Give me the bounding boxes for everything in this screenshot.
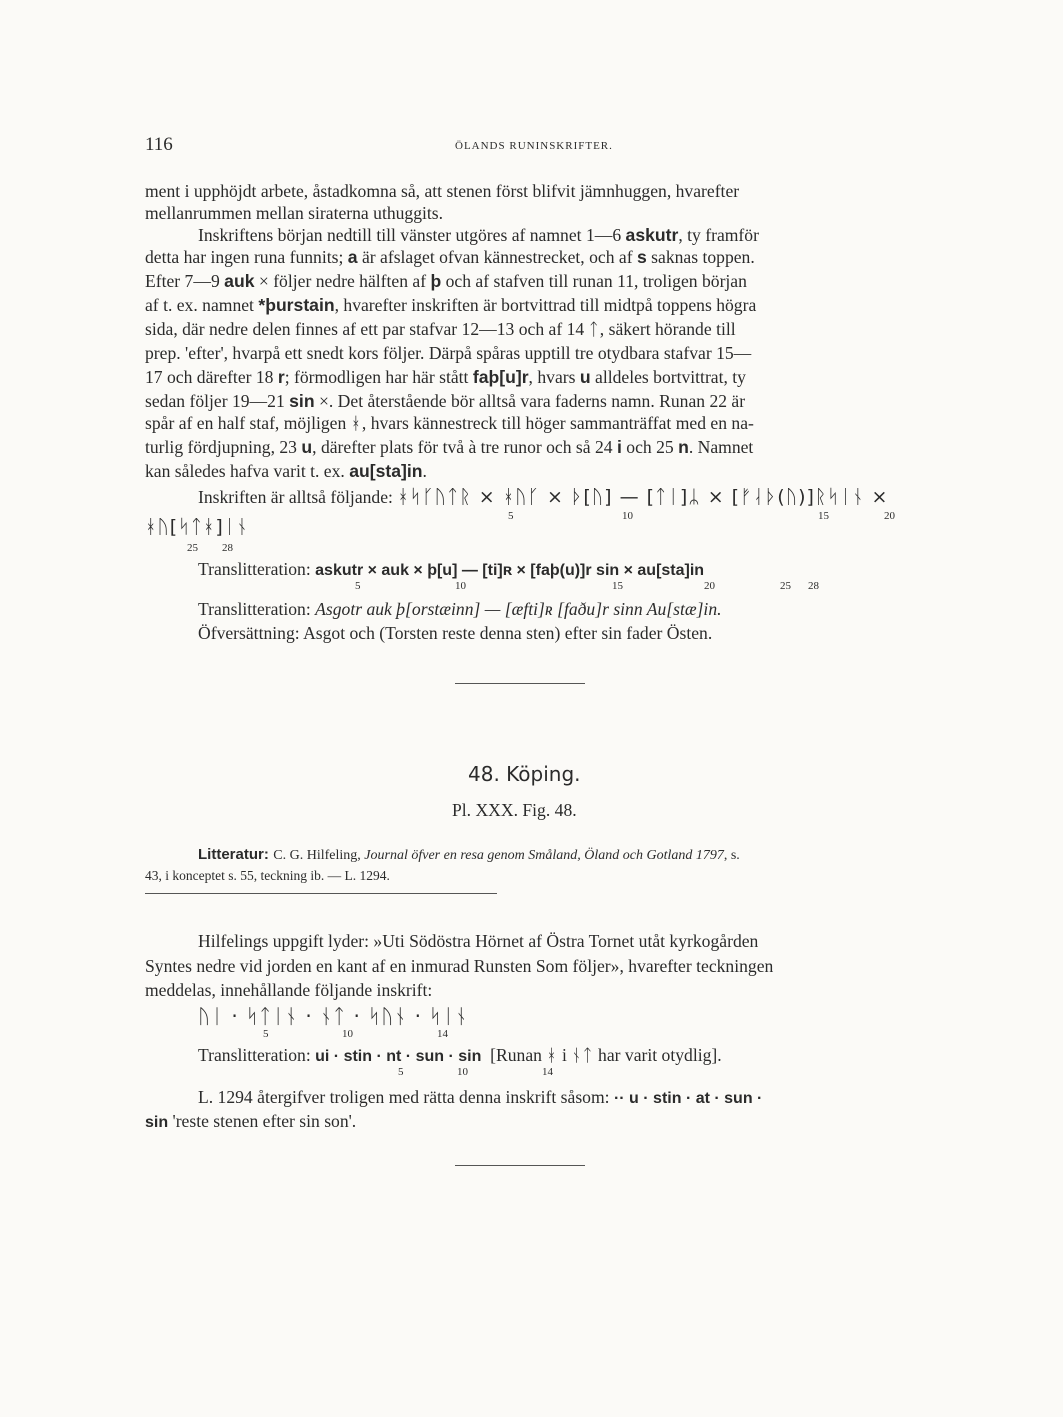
- para2-line10: [145, 436, 925, 458]
- para1-line1: ment i upphöjdt arbete, åstadkomna så, att stenen först blifvit jämnhuggen, hvarefter: [145, 181, 740, 201]
- rune-number: 15: [818, 510, 829, 522]
- text: saknas toppen.: [646, 247, 755, 267]
- runic-inscription-2: ᚢᛁ · ᛋᛏᛁᚾ · ᚾᛏ · ᛋᚢᚾ · ᛋᛁᚾ: [198, 1004, 469, 1028]
- rune-number: 5: [263, 1028, 269, 1040]
- rune-glyph: ᛏ: [588, 320, 600, 340]
- para1-line2: mellanrummen mellan siraterna uthuggits.: [145, 203, 444, 223]
- rune-letter: r: [277, 367, 285, 387]
- text: sida, där nedre delen finnes af ett par stafvar 12—13 och af 14: [145, 319, 589, 339]
- rune-transliteration: ·· u · stin · at · sun ·: [613, 1090, 763, 1107]
- section-title: 48. Köping.: [468, 762, 581, 786]
- text: Inskriftens början nedtill till vänster utgöres af namnet 1—6: [198, 225, 626, 245]
- rune-glyph: ᚼ: [546, 1046, 558, 1066]
- rune-letter: a: [347, 247, 358, 267]
- transliteration-label: Translitteration:: [198, 559, 311, 579]
- rune-transliteration: askutr: [625, 225, 679, 245]
- rune-number: 25: [780, 580, 791, 592]
- rune-number: 10: [342, 1028, 353, 1040]
- text: 'reste stenen efter sin son'.: [168, 1111, 357, 1131]
- text: detta har ingen runa funnits;: [145, 247, 348, 267]
- rune-number: 15: [612, 580, 623, 592]
- para4-line1: [198, 1086, 978, 1110]
- para2-line2: [145, 246, 925, 268]
- rune-transliteration: *þurstain: [258, 295, 335, 315]
- normalized-text: Asgotr auk þ[orstæinn] — [æfti]ʀ [faðu]r sinn Au[stæ]in.: [315, 599, 722, 619]
- text: och af stafven till runan 11, troligen början: [441, 271, 747, 291]
- text: , därefter plats för två à tre runor och så 24: [312, 437, 617, 457]
- para2-line4: [145, 294, 925, 316]
- text: af t. ex. namnet: [145, 295, 259, 315]
- rune-transliteration: auk: [224, 271, 255, 291]
- para4-line2: [145, 1110, 925, 1134]
- runic-inscription: ᚼᛋᚴᚢᛏᚱ × ᚼᚢᚴ × ᚦ[ᚢ] — [ᛏᛁ]ᛦ × [ᚠᛆᚦ(ᚢ)]ᚱᛋᛁᚾ ×: [397, 486, 889, 508]
- inscription-intro: Inskriften är alltså följande:: [198, 487, 393, 507]
- para2-line1: [198, 224, 978, 246]
- rune-letter: u: [579, 367, 591, 387]
- transliteration-text: askutr × auk × þ[u] — [ti]ʀ × [faþ(u)]r sin × au[sta]in: [315, 562, 705, 579]
- text: är afslaget ofvan kännestrecket, och af: [357, 247, 637, 267]
- text: spår af en half staf, möjligen: [145, 413, 351, 433]
- rune-number: 20: [704, 580, 715, 592]
- literature-author: C. G. Hilfeling,: [273, 848, 365, 863]
- para2-line11: [145, 460, 925, 482]
- literature-line2: 43, i konceptet s. 55, teckning ib. — L. 1294.: [145, 868, 390, 883]
- literature-line1: [198, 846, 740, 864]
- text: sedan följer 19—21: [145, 391, 290, 411]
- rune-letter: þ: [430, 271, 442, 291]
- para3-line2: Syntes nedre vid jorden en kant af en inmurad Runsten Som följer», hvarefter teckningen: [145, 956, 774, 976]
- rune-glyph: ᚼ: [350, 414, 362, 434]
- text: och 25: [621, 437, 679, 457]
- para3-line1: Hilfelings uppgift lyder: »Uti Södöstra Hörnet af Östra Tornet utåt kyrkogården: [198, 931, 759, 951]
- transliteration-1: [198, 558, 978, 582]
- page-number: 116: [145, 134, 173, 155]
- translation-text: Asgot och (Torsten reste denna sten) efter sin fader Östen.: [303, 623, 713, 643]
- text: × följer nedre hälften af: [254, 271, 431, 291]
- para2-line8: [145, 390, 925, 412]
- running-title: ÖLANDS RUNINSKRIFTER.: [455, 140, 613, 152]
- rune-transliteration: sin: [145, 1114, 169, 1131]
- translation: [198, 622, 978, 644]
- para2-line6: prep. 'efter', hvarpå ett snedt kors följer. Därpå spåras upptill tre otydbara stafvar 15—: [145, 343, 752, 363]
- rune-letter: n: [678, 437, 689, 457]
- divider: [455, 1165, 585, 1166]
- transliteration-label: Translitteration:: [198, 599, 311, 619]
- rune-number: 5: [398, 1066, 404, 1078]
- text: .: [422, 461, 427, 481]
- text: 17 och därefter 18: [145, 367, 278, 387]
- text: , säkert hörande till: [599, 319, 736, 339]
- para3-line3: meddelas, innehållande följande inskrift:: [145, 980, 433, 1000]
- literature-title: Journal öfver en resa genom Småland, Öland och Gotland 1797: [364, 848, 724, 863]
- note: i: [557, 1045, 572, 1065]
- text: , ty framför: [678, 225, 759, 245]
- para2-line5: [145, 318, 925, 341]
- rune-number: 5: [508, 510, 514, 522]
- text: alldeles bortvittrat, ty: [590, 367, 746, 387]
- rune-letter: s: [636, 247, 647, 267]
- inscription-line1: [198, 486, 978, 508]
- rune-number: 5: [355, 580, 361, 592]
- divider: [455, 683, 585, 684]
- rune-number: 14: [437, 1028, 448, 1040]
- text: L. 1294 återgifver troligen med rätta denna inskrift såsom:: [198, 1087, 614, 1107]
- transliteration-2: [198, 598, 978, 620]
- text: ; förmodligen har här stått: [284, 367, 473, 387]
- rune-number: 10: [622, 510, 633, 522]
- runic-inscription-line2: ᚼᚢ[ᛋᛏᚼ]ᛁᚾ: [145, 516, 249, 538]
- para2-line9: [145, 412, 925, 435]
- plate-reference: Pl. XXX. Fig. 48.: [452, 800, 577, 820]
- rune-transliteration: faþ[u]r: [472, 367, 529, 387]
- text: , hvars kännestreck till höger sammanträffat med en na-: [361, 413, 754, 433]
- transliteration-text: ui · stin · nt · sun · sin: [315, 1048, 482, 1065]
- rune-number: 25: [187, 542, 198, 554]
- divider: [145, 893, 497, 894]
- rune-letter: i: [616, 437, 622, 457]
- text: kan således hafva varit t. ex.: [145, 461, 350, 481]
- rune-transliteration: sin: [289, 391, 315, 411]
- text: ×. Det återstående bör alltså vara faderns namn. Runan 22 är: [314, 391, 746, 411]
- rune-number: 28: [222, 542, 233, 554]
- note: har varit otydlig].: [593, 1045, 722, 1065]
- literature-page: , s.: [723, 848, 740, 863]
- para2-line3: [145, 270, 925, 292]
- transliteration-label: Translitteration:: [198, 1045, 311, 1065]
- text: Efter 7—9: [145, 271, 225, 291]
- rune-glyph: ᚾᛏ: [571, 1046, 594, 1066]
- para2-line7: [145, 366, 925, 388]
- text: , hvarefter inskriften är bortvittrad till midtpå toppens högra: [334, 295, 757, 315]
- rune-number: 10: [457, 1066, 468, 1078]
- rune-number: 10: [455, 580, 466, 592]
- rune-number: 14: [542, 1066, 553, 1078]
- text: turlig fördjupning, 23: [145, 437, 302, 457]
- rune-transliteration: au[sta]in: [349, 461, 423, 481]
- text: . Namnet: [688, 437, 754, 457]
- transliteration-3: [198, 1044, 978, 1068]
- note: [Runan: [490, 1045, 547, 1065]
- rune-number: 20: [884, 510, 895, 522]
- rune-letter: u: [301, 437, 313, 457]
- text: , hvars: [528, 367, 580, 387]
- translation-label: Öfversättning:: [198, 623, 300, 643]
- rune-number: 28: [808, 580, 819, 592]
- literature-label: Litteratur:: [198, 846, 269, 863]
